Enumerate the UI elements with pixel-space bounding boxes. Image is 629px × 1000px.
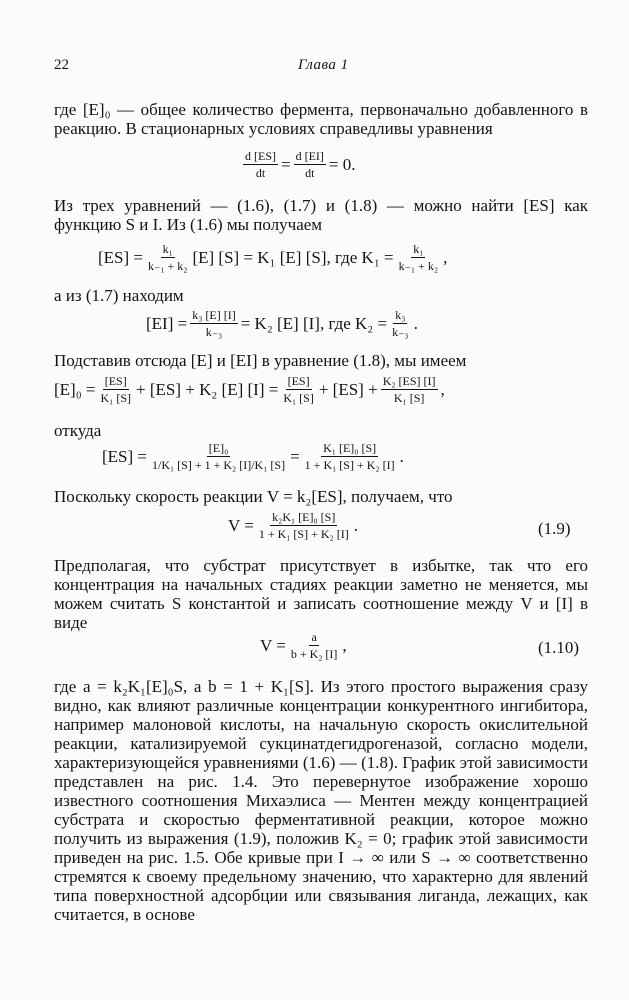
paragraph-5: откуда [54, 421, 102, 440]
eq-110-num: a [311, 630, 317, 644]
eq-steady-tail: = 0. [328, 154, 356, 174]
eq-steady-eq: = [281, 154, 291, 174]
eq-es-num1: k₁ [162, 242, 173, 256]
paragraph-4: Подставив отсюда [E] и [EI] в уравнение (1.8), мы имеем [54, 351, 467, 370]
paragraph-6: Поскольку скорость реакции V = k₂[ES], получаем, что [54, 487, 453, 506]
eq-ei-lhs: [EI] = [146, 313, 188, 333]
eq-e0-mid1: + [ES] + K₂ [E] [I] = [136, 379, 279, 399]
eq-e0-den2: K₁ [S] [283, 391, 314, 405]
paragraph-8: где a = k₂K₁[E]₀S, а b = 1 + K₁[S]. Из этого простого выражения сразу видно, как влияют различные концентрации конкурентного ингибитора, например малоновой кислоты, на начальную скорость окислительной реакции, катализируемой сукцинатдегидрогеназой, согласно модели, характеризующейся уравнениями (1.6) — (1.8). График этой зависимости представлен на рис. 1.4. Это перевернутое изображение хорошо известного соотношения Михаэлиса — Ментен между концентрацией субстрата и скоростью ферментативной реакции, которое можно получить из выражения (1.9), положив K₂ = 0; график этой зависимости приведен на рис. 1.5. Обе кривые при I → ∞ или S → ∞ соответственно стремятся к своему предельному значению, что характерно для явлений типа поверхностной адсорбции или связывания лиганда, лежащих, как считается, в основе [54, 677, 588, 924]
equation-ei [146, 308, 418, 339]
eq-es-num2: k₁ [413, 242, 424, 256]
equation-es-result [102, 441, 404, 472]
eq-110-den: b + K₂ [I] [290, 647, 338, 661]
eq-e0-mid2: + [ES] + [318, 379, 378, 399]
paragraph-2: Из трех уравнений — (1.6), (1.7) и (1.8) — можно найти [ES] как функцию S и I. Из (1.6) мы получаем [54, 196, 588, 234]
eq-19-den: 1 + K₁ [S] + K₂ [I] [258, 527, 349, 541]
eq-e0-den3: K₁ [S] [393, 391, 425, 405]
eq-e0-lhs: [E]₀ = [54, 379, 96, 399]
eq-steady-num1: d [ES] [245, 149, 276, 163]
eq-es2-den2: 1 + K₁ [S] + K₂ [I] [304, 458, 395, 472]
eq-e0-num3: K₂ [ES] [I] [382, 374, 436, 388]
eq-110-tail: , [342, 635, 347, 655]
eq-110-lhs: V = [260, 635, 286, 655]
eq-ei-num1: k₃ [E] [I] [192, 308, 236, 322]
equation-number-1-9: (1.9) [538, 519, 571, 538]
eq-e0-tail: , [440, 379, 445, 399]
eq-ei-tail: . [413, 313, 418, 333]
eq-ei-mid: = K₂ [E] [I], где K₂ = [240, 313, 388, 333]
paragraph-1: где [E]₀ — общее количество фермента, первоначально добавленного в реакцию. В стационарных условиях справедливы уравнения [54, 100, 588, 138]
eq-es2-lhs: [ES] = [102, 446, 147, 466]
eq-es-mid: [E] [S] = K₁ [E] [S], где K₁ = [192, 247, 394, 267]
eq-es-den2: k₋₁ + k₂ [398, 259, 439, 273]
equation-1-10 [260, 630, 347, 661]
eq-es2-num2: K₁ [E]₀ [S] [323, 441, 377, 455]
chapter-title: Глава 1 [298, 57, 349, 73]
eq-steady-den2: dt [305, 166, 315, 180]
equation-steady-state [240, 149, 356, 180]
paragraph-3: а из (1.7) находим [54, 286, 184, 305]
eq-ei-num2: k₃ [395, 308, 406, 322]
eq-e0-num1: [ES] [104, 374, 127, 388]
eq-es2-num1: [E]₀ [208, 441, 229, 455]
eq-steady-den1: dt [255, 166, 266, 180]
eq-es2-eq: = [290, 446, 300, 466]
paragraph-7: Предполагая, что субстрат присутствует в избытке, так что его концентрация на начальных стадиях реакции заметно не меняется, мы можем считать S константой и записать соотношение между V и [I] в виде [54, 556, 588, 632]
eq-es2-den1: 1/K₁ [S] + 1 + K₂ [I]/K₁ [S] [152, 458, 286, 472]
eq-steady-num2: d [EI] [295, 149, 324, 163]
eq-es2-tail: . [399, 446, 404, 466]
eq-es-tail: , [443, 247, 448, 267]
equation-1-9 [228, 510, 358, 541]
eq-e0-num2: [ES] [287, 374, 310, 388]
eq-ei-den2: k₋₃ [392, 325, 409, 339]
equation-number-1-10: (1.10) [538, 638, 580, 657]
eq-e0-den1: K₁ [S] [100, 391, 131, 405]
eq-ei-den1: k₋₃ [205, 325, 223, 339]
equation-es [98, 242, 447, 273]
eq-19-num: k₂K₁ [E]₀ [S] [272, 510, 336, 524]
equation-e0 [54, 374, 445, 405]
eq-19-lhs: V = [228, 515, 254, 535]
eq-19-tail: . [353, 515, 358, 535]
eq-es-den1: k₋₁ + k₂ [148, 259, 188, 273]
eq-es-lhs: [ES] = [98, 247, 143, 267]
page-number: 22 [54, 57, 69, 73]
